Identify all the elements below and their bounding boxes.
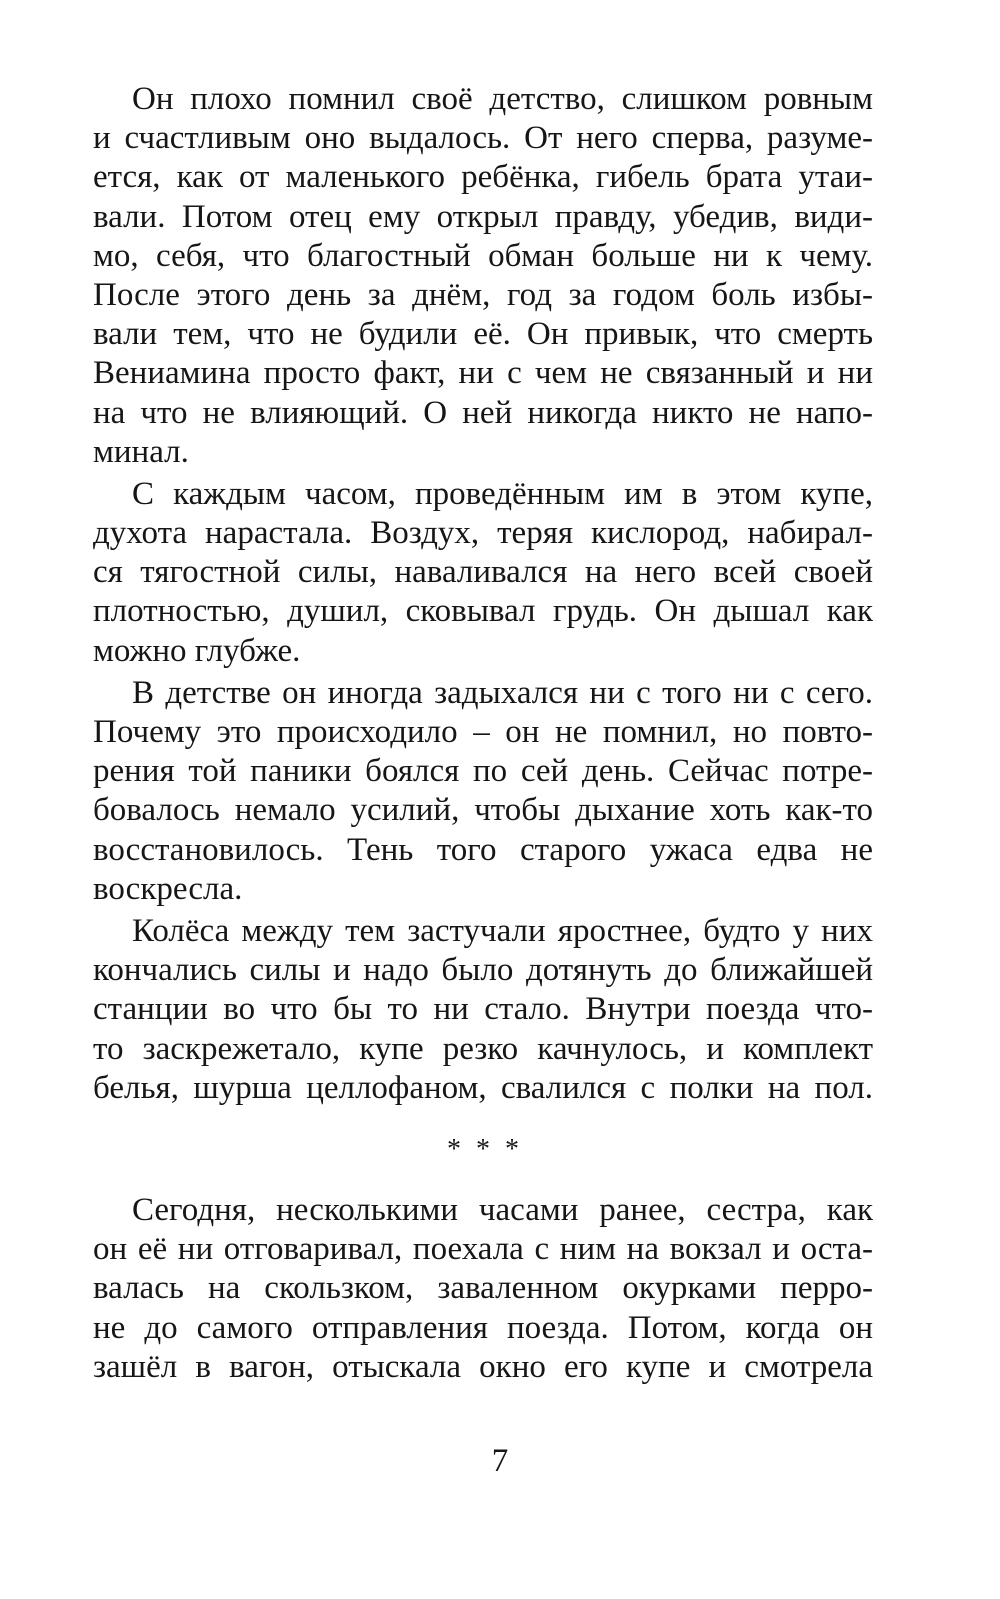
text-line: он её ни отговаривал, поехала с ним на вокзал и оста- <box>93 1231 873 1268</box>
page-body <box>93 80 873 1387</box>
text-line: Сегодня, несколькими часами ранее, сестра, как <box>132 1192 873 1229</box>
paragraph <box>93 912 873 1108</box>
text-line: и счастливым оно выдалось. От него сперва, разуме- <box>93 120 873 157</box>
text-line: минал. <box>93 433 189 470</box>
text-line: воскресла. <box>93 870 243 907</box>
text-line: духота нарастала. Воздух, теряя кислород, набирал- <box>93 515 873 552</box>
text-line: вали. Потом отец ему открыл правду, убедив, види- <box>93 198 873 235</box>
text-line: ется, как от маленького ребёнка, гибель брата утаи- <box>93 159 873 196</box>
page-number: 7 <box>491 1443 509 1479</box>
text-line: Колёса между тем застучали яростнее, будто у них <box>132 912 873 949</box>
text-line: вали тем, что не будили её. Он привык, что смерть <box>93 316 873 353</box>
text-line: на что не влияющий. О ней никогда никто не напо- <box>93 394 873 431</box>
text-line: можно глубже. <box>93 632 301 669</box>
paragraph <box>93 1191 873 1387</box>
text-line: восстановилось. Тень того старого ужаса едва не <box>93 831 873 868</box>
paragraph <box>93 475 873 671</box>
paragraph <box>93 674 873 909</box>
text-line: плотностью, душил, сковывал грудь. Он дышал как <box>93 593 873 630</box>
text-line: ся тягостной силы, наваливался на него всей своей <box>93 554 873 591</box>
text-line: Он плохо помнил своё детство, слишком ровным <box>132 81 873 117</box>
text-line: мо, себя, что благостный обман больше ни к чему. <box>93 237 873 274</box>
text-line: С каждым часом, проведённым им в этом купе, <box>132 475 873 512</box>
text-line: валась на скользком, заваленном окурками перро- <box>93 1270 873 1307</box>
text-line: Вениамина просто факт, ни с чем не связанный и ни <box>93 355 873 392</box>
text-line: не до самого отправления поезда. Потом, когда он <box>93 1309 873 1346</box>
text-line: станции во что бы то ни стало. Внутри поезда что- <box>93 991 873 1028</box>
text-line: После этого день за днём, год за годом боль избы- <box>93 276 873 313</box>
text-line: бовалось немало усилий, чтобы дыхание хоть как-то <box>93 792 873 829</box>
section-separator: * * * <box>447 1133 523 1165</box>
text-line: кончались силы и надо было дотянуть до ближайшей <box>93 952 873 989</box>
text-line: белья, шурша целлофаном, свалился с полки на пол. <box>93 1069 873 1106</box>
text-line: то заскрежетало, купе резко качнулось, и комплект <box>93 1030 873 1067</box>
text-line: Почему это происходило – он не помнил, но повто- <box>93 714 873 750</box>
text-line: В детстве он иногда задыхался ни с того ни с сего. <box>132 674 873 711</box>
text-line: рения той паники боялся по сей день. Сейчас потре- <box>93 753 873 790</box>
paragraph <box>93 80 873 472</box>
text-line: зашёл в вагон, отыскала окно его купе и смотрела <box>93 1348 873 1385</box>
